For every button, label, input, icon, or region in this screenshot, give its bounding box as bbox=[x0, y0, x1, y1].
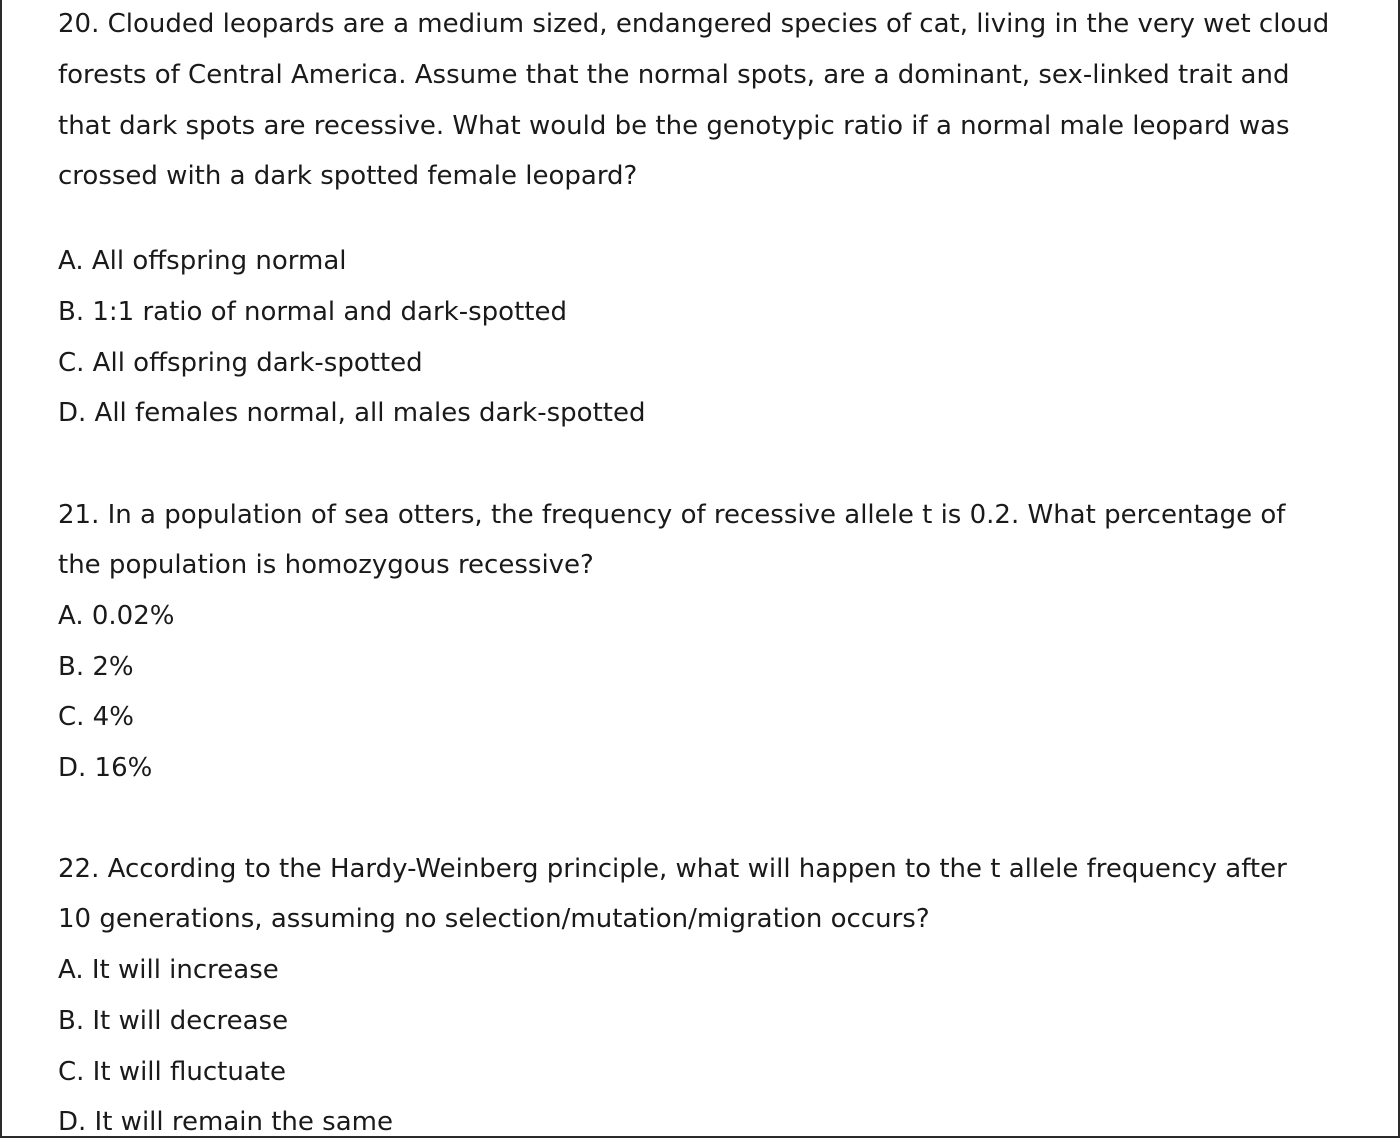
question-22-option-d: D. It will remain the same bbox=[58, 1107, 393, 1137]
question-20-option-d: D. All females normal, all males dark-spotted bbox=[58, 398, 646, 428]
question-20-stem-line-3: that dark spots are recessive. What would be the genotypic ratio if a normal male leopard was bbox=[58, 111, 1290, 141]
question-21-option-b: B. 2% bbox=[58, 652, 134, 682]
question-21-option-c: C. 4% bbox=[58, 702, 134, 732]
question-22-option-c: C. It will fluctuate bbox=[58, 1057, 286, 1087]
question-20-option-b: B. 1:1 ratio of normal and dark-spotted bbox=[58, 297, 567, 327]
question-20-stem-line-4: crossed with a dark spotted female leopard? bbox=[58, 161, 638, 191]
question-20-stem-line-2: forests of Central America. Assume that the normal spots, are a dominant, sex-linked trait and bbox=[58, 60, 1290, 90]
question-21-option-a: A. 0.02% bbox=[58, 601, 175, 631]
question-22-stem-line-1: 22. According to the Hardy-Weinberg principle, what will happen to the t allele frequency after bbox=[58, 854, 1287, 884]
question-20-stem-line-1: 20. Clouded leopards are a medium sized, endangered species of cat, living in the very wet cloud bbox=[58, 9, 1330, 39]
question-20-option-c: C. All offspring dark-spotted bbox=[58, 348, 423, 378]
question-21-stem-line-1: 21. In a population of sea otters, the frequency of recessive allele t is 0.2. What percentage of bbox=[58, 500, 1286, 530]
question-22-stem-line-2: 10 generations, assuming no selection/mutation/migration occurs? bbox=[58, 904, 930, 934]
question-22-option-b: B. It will decrease bbox=[58, 1006, 289, 1036]
question-20-option-a: A. All offspring normal bbox=[58, 246, 347, 276]
question-21-stem-line-2: the population is homozygous recessive? bbox=[58, 550, 594, 580]
question-22-option-a: A. It will increase bbox=[58, 955, 279, 985]
question-21-option-d: D. 16% bbox=[58, 753, 153, 783]
